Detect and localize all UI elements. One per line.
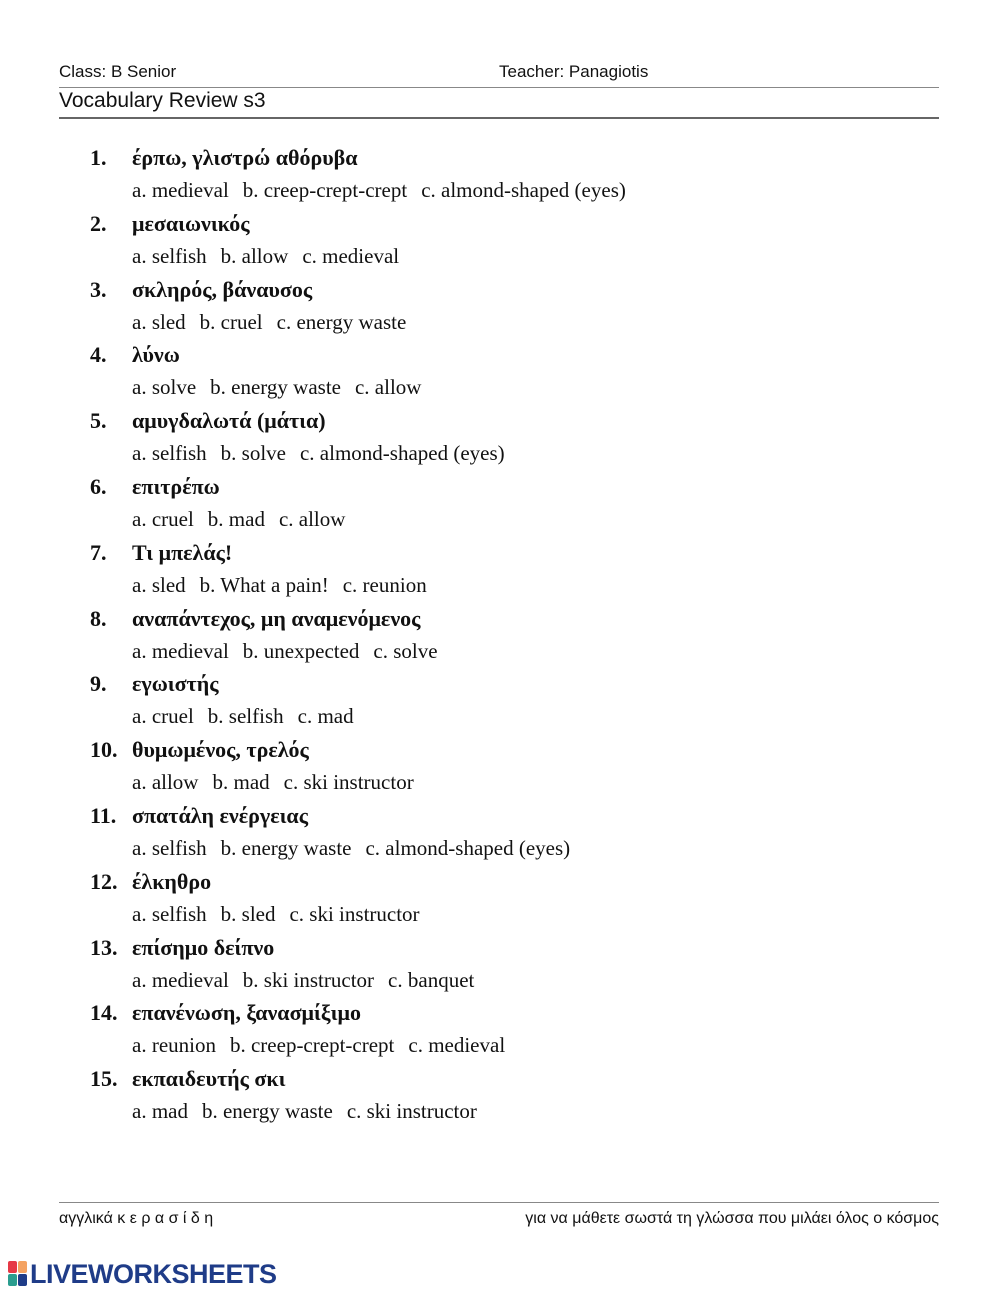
answer-option[interactable]: c. medieval — [302, 243, 400, 268]
footer-left-text: αγγλικά κ ε ρ α σ ί δ η — [59, 1210, 214, 1227]
answer-option[interactable]: a. solve — [132, 375, 197, 400]
question-number: 1. — [90, 145, 107, 170]
question-item — [90, 799, 950, 865]
question-number: 6. — [90, 473, 107, 499]
question-number: 12. — [90, 868, 118, 894]
question-word: επιτρέπω — [132, 473, 220, 499]
answer-options — [90, 898, 950, 930]
title-divider — [59, 117, 939, 119]
header-divider — [59, 87, 939, 88]
question-prompt — [90, 338, 950, 371]
question-item — [90, 931, 950, 997]
answer-option[interactable]: a. mad — [132, 1099, 188, 1124]
question-number: 7. — [90, 539, 107, 565]
question-number: 3. — [90, 276, 107, 302]
answer-option[interactable]: b. unexpected — [242, 638, 360, 663]
answer-option[interactable]: a. cruel — [132, 704, 194, 729]
question-item — [90, 536, 950, 602]
question-item — [90, 338, 950, 404]
question-number: 11. — [90, 802, 117, 828]
question-prompt — [90, 470, 950, 503]
answer-option[interactable]: c. reunion — [342, 572, 427, 597]
question-word: εγωιστής — [132, 671, 219, 697]
answer-option[interactable]: a. allow — [132, 770, 199, 795]
answer-option[interactable]: a. cruel — [132, 506, 194, 531]
question-number: 4. — [90, 342, 107, 368]
question-number: 9. — [90, 671, 107, 697]
answer-option[interactable]: b. energy waste — [220, 835, 352, 860]
answer-option[interactable]: b. creep-crept-crept — [242, 178, 408, 202]
answer-option[interactable]: c. mad — [297, 704, 354, 729]
answer-options — [90, 371, 950, 403]
answer-option[interactable]: c. solve — [373, 638, 438, 663]
answer-option[interactable]: a. medieval — [132, 638, 229, 663]
answer-option[interactable]: b. energy waste — [210, 375, 341, 400]
answer-option[interactable]: c. almond-shaped (eyes) — [421, 178, 626, 202]
answer-option[interactable]: c. ski instructor — [289, 901, 420, 926]
answer-option[interactable]: c. energy waste — [276, 309, 407, 334]
answer-option[interactable]: a. selfish — [132, 441, 207, 466]
question-prompt — [90, 536, 950, 569]
answer-option[interactable]: b. cruel — [199, 309, 263, 334]
answer-option[interactable]: a. sled — [132, 309, 186, 334]
answer-option[interactable]: c. allow — [278, 506, 346, 531]
answer-option[interactable]: a. sled — [132, 572, 186, 597]
answer-option[interactable]: a. medieval — [132, 178, 229, 202]
answer-option[interactable]: b. solve — [220, 441, 286, 466]
logo-icon — [8, 1261, 28, 1287]
answer-options — [90, 1095, 950, 1127]
question-item — [90, 667, 950, 733]
question-number: 10. — [90, 737, 118, 763]
question-list — [90, 141, 950, 1128]
answer-option[interactable]: c. ski instructor — [346, 1099, 477, 1124]
answer-options — [90, 964, 950, 996]
question-prompt — [90, 273, 950, 306]
worksheet-header — [59, 62, 939, 84]
answer-option[interactable]: a. selfish — [132, 835, 207, 860]
question-word: αμυγδαλωτά (μάτια) — [132, 408, 326, 434]
question-number: 13. — [90, 934, 118, 960]
question-word: επίσημο δείπνο — [132, 934, 275, 960]
question-item — [90, 404, 950, 470]
question-prompt — [90, 799, 950, 832]
question-word: επανένωση, ξανασμίξιμο — [132, 1000, 361, 1026]
footer-right-text: για να μάθετε σωστά τη γλώσσα που μιλάει όλος ο κόσμος — [525, 1210, 939, 1227]
question-word: θυμωμένος, τρελός — [132, 737, 309, 763]
page-title: Vocabulary Review s3 — [59, 89, 266, 112]
answer-options — [90, 700, 950, 732]
logo-text: LIVEWORKSHEETS — [30, 1258, 277, 1289]
question-item — [90, 470, 950, 536]
question-word: Τι μπελάς! — [132, 539, 233, 565]
answer-options — [90, 437, 950, 469]
question-prompt — [90, 1062, 950, 1095]
question-prompt — [90, 733, 950, 766]
question-item — [90, 141, 950, 207]
answer-option[interactable]: a. selfish — [132, 243, 207, 268]
answer-option[interactable]: b. allow — [220, 243, 289, 268]
question-prompt — [90, 931, 950, 964]
question-word: αναπάντεχος, μη αναμενόμενος — [132, 605, 421, 631]
answer-options — [90, 240, 950, 272]
answer-option[interactable]: b. ski instructor — [242, 967, 375, 992]
answer-option[interactable]: c. allow — [354, 375, 422, 400]
question-prompt — [90, 602, 950, 635]
class-label: Class: B Senior — [59, 62, 177, 81]
answer-option[interactable]: a. selfish — [132, 901, 207, 926]
question-number: 14. — [90, 1000, 118, 1026]
question-prompt — [90, 207, 950, 240]
question-prompt — [90, 404, 950, 437]
answer-option[interactable]: a. reunion — [132, 1033, 216, 1058]
question-word: εκπαιδευτής σκι — [132, 1066, 286, 1092]
question-item — [90, 996, 950, 1062]
answer-option[interactable]: b. creep-crept-crept — [229, 1033, 395, 1058]
question-prompt — [90, 996, 950, 1029]
question-item — [90, 733, 950, 799]
answer-option[interactable]: c. ski instructor — [283, 770, 414, 795]
answer-option[interactable]: b. mad — [207, 506, 265, 531]
question-number: 8. — [90, 605, 107, 631]
question-prompt — [90, 141, 950, 174]
answer-option[interactable]: c. almond-shaped (eyes) — [365, 835, 571, 860]
teacher-label: Teacher: Panagiotis — [499, 62, 649, 81]
question-word: λύνω — [132, 342, 180, 368]
liveworksheets-logo — [8, 1257, 277, 1291]
answer-options — [90, 635, 950, 667]
question-item — [90, 602, 950, 668]
question-item — [90, 1062, 950, 1128]
answer-option[interactable]: a. medieval — [132, 967, 229, 992]
question-word: έρπω, γλιστρώ αθόρυβα — [132, 145, 358, 170]
answer-option[interactable]: c. almond-shaped (eyes) — [299, 441, 505, 466]
answer-options — [90, 174, 950, 206]
question-prompt — [90, 865, 950, 898]
question-word: μεσαιωνικός — [132, 210, 250, 236]
answer-options — [90, 832, 950, 864]
question-item — [90, 865, 950, 931]
answer-options — [90, 1029, 950, 1061]
question-item — [90, 207, 950, 273]
question-number: 15. — [90, 1066, 118, 1092]
answer-options — [90, 306, 950, 338]
answer-option[interactable]: b. sled — [220, 901, 276, 926]
question-number: 2. — [90, 210, 107, 236]
answer-options — [90, 503, 950, 535]
answer-options — [90, 569, 950, 601]
question-word: σπατάλη ενέργειας — [132, 802, 308, 828]
answer-option[interactable]: c. banquet — [388, 967, 475, 992]
answer-options — [90, 766, 950, 798]
answer-option[interactable]: c. medieval — [408, 1033, 506, 1058]
answer-option[interactable]: b. What a pain! — [199, 572, 329, 597]
question-word: σκληρός, βάναυσος — [132, 276, 313, 302]
question-number: 5. — [90, 408, 107, 434]
question-prompt — [90, 667, 950, 700]
answer-option[interactable]: b. mad — [212, 770, 270, 795]
answer-option[interactable]: b. energy waste — [201, 1099, 333, 1124]
answer-option[interactable]: b. selfish — [207, 704, 284, 729]
question-word: έλκηθρο — [132, 868, 212, 894]
question-item — [90, 273, 950, 339]
footer-divider — [59, 1202, 939, 1203]
